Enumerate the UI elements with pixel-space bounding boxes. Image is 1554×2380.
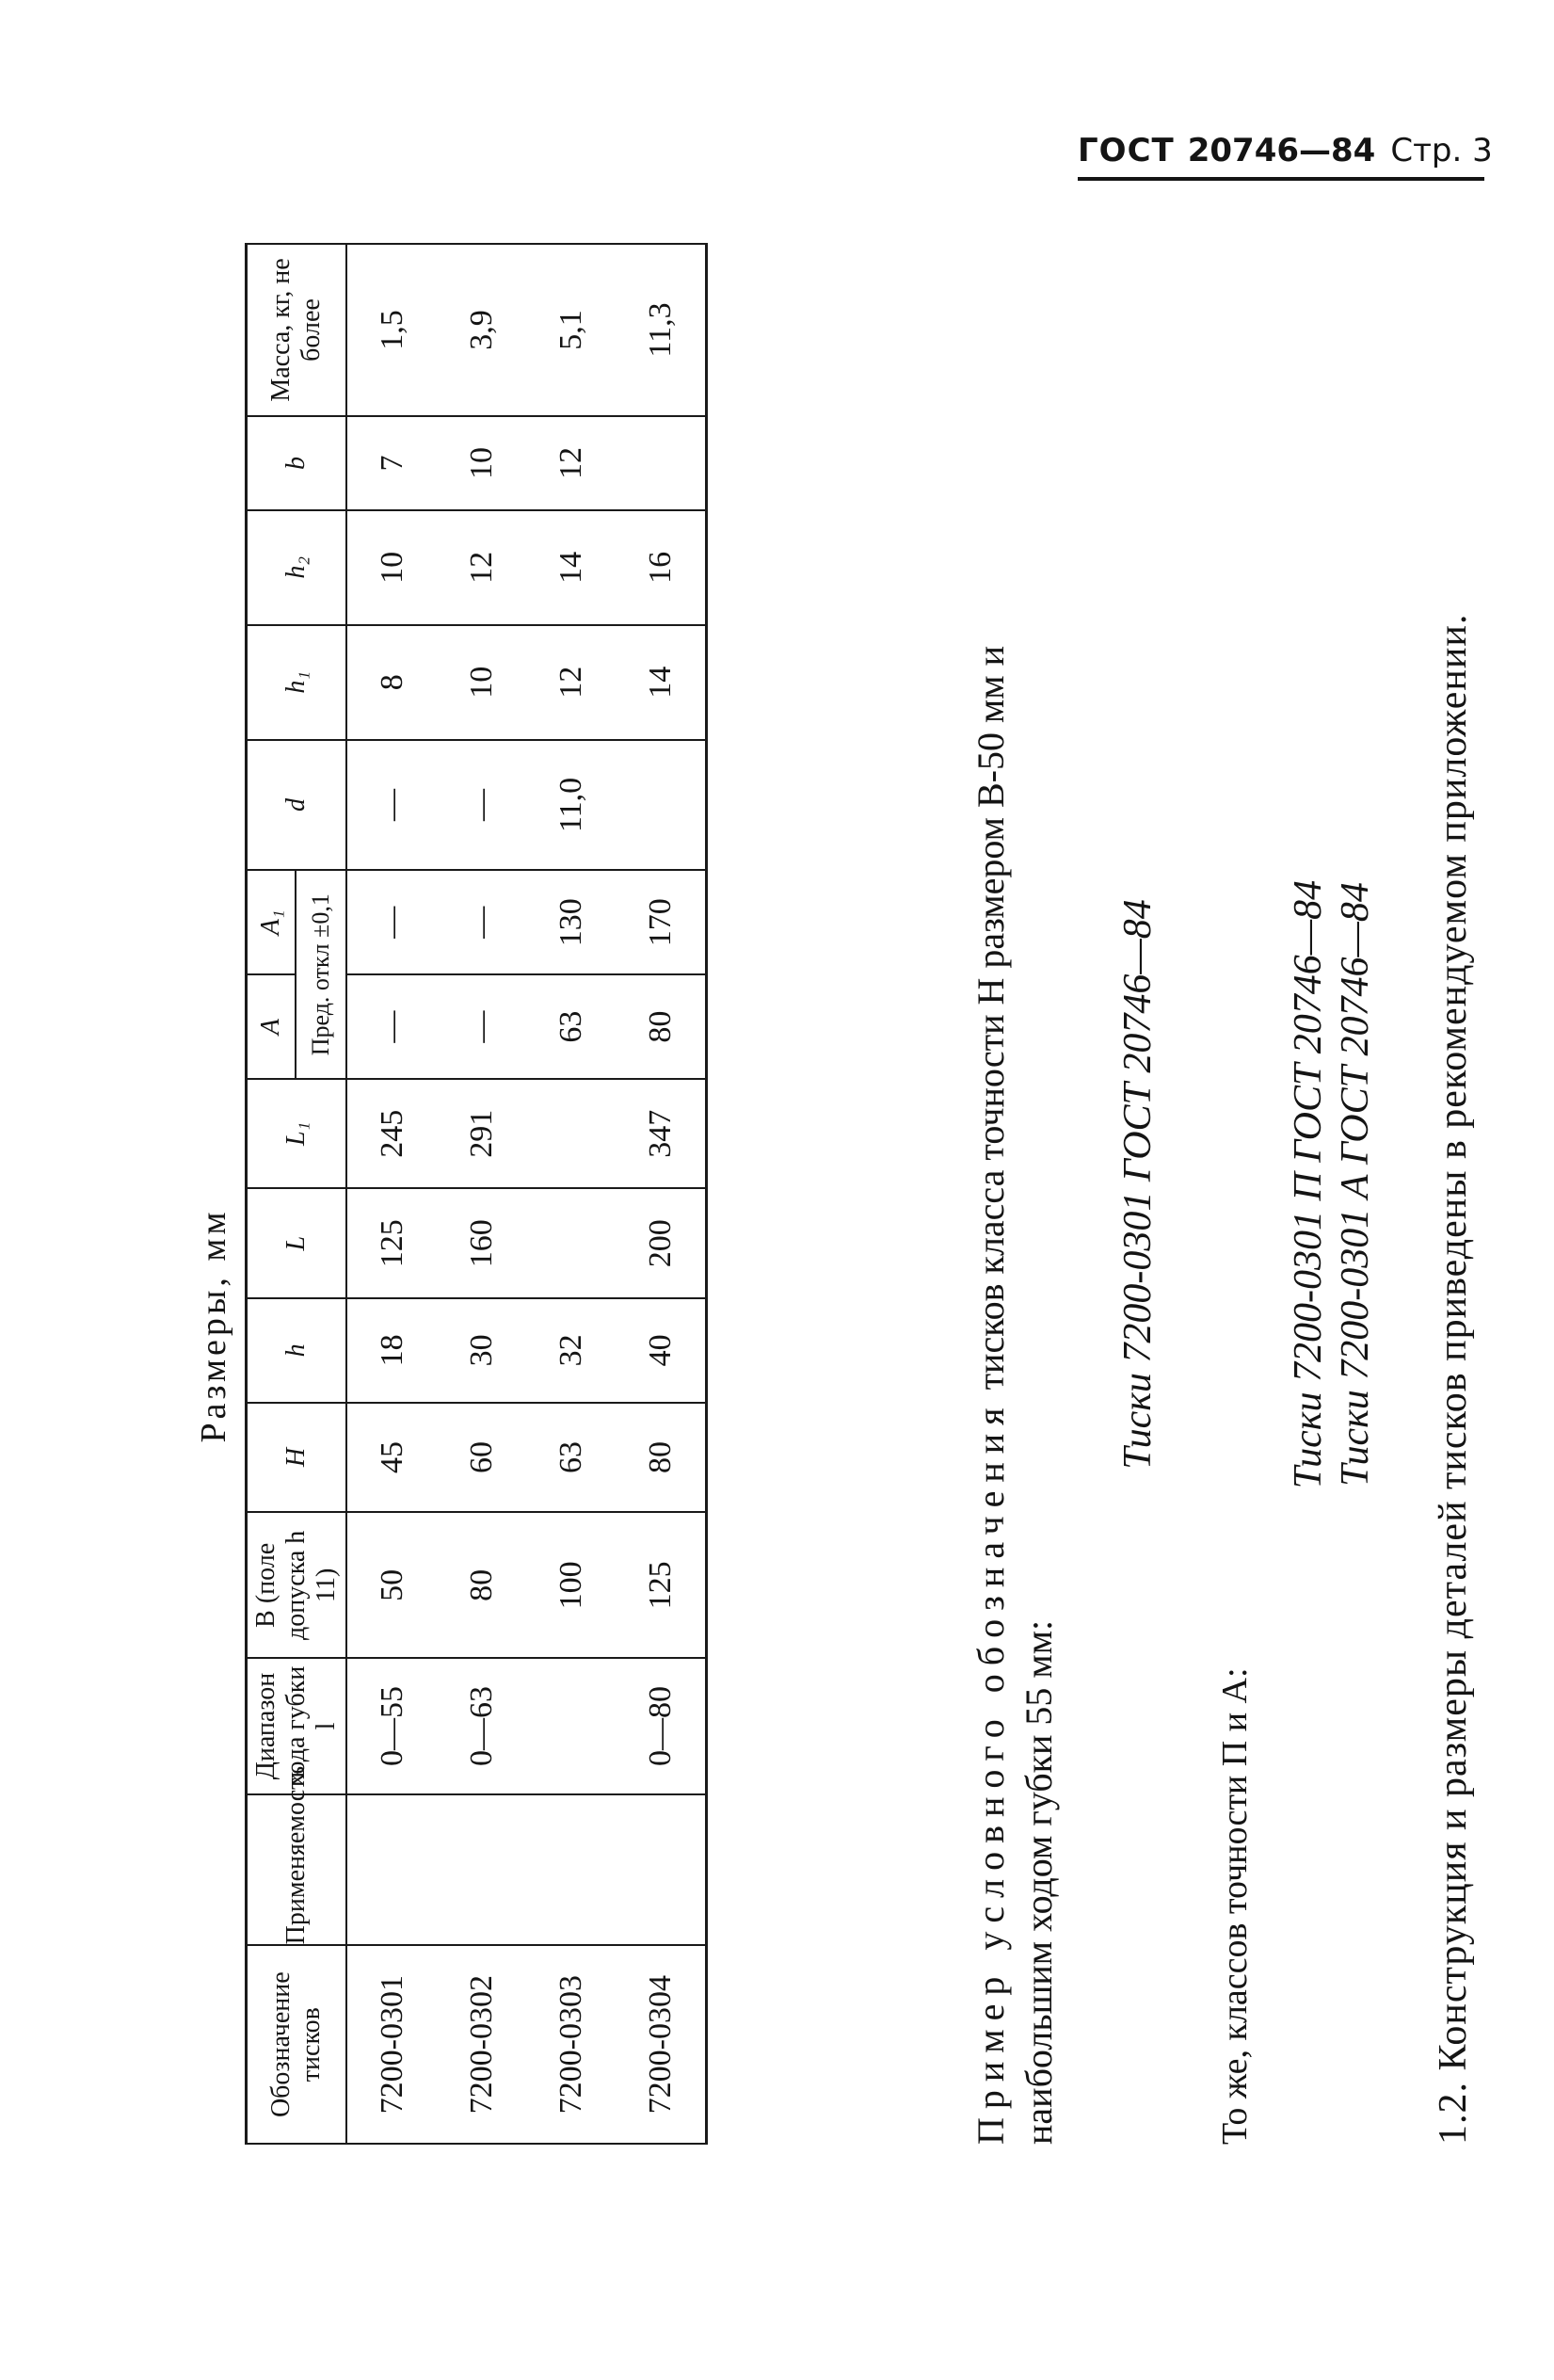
cell-L1: 291: [437, 1079, 526, 1188]
cell-L1: 347: [616, 1079, 707, 1188]
col-A: A: [247, 974, 296, 1079]
clause-1-2: 1.2. Конструкция и размеры деталей тисков приведены в рекомендуемом приложении.: [1432, 613, 1475, 2145]
example2-designations: [1285, 224, 1379, 2145]
cell-h: 40: [616, 1298, 707, 1403]
col-A-tolerance: Пред. откл ±0,1: [296, 870, 346, 1079]
cell-designation: 7200-0304: [616, 1945, 707, 2144]
cell-b: [616, 416, 707, 510]
cell-h1: 8: [346, 625, 437, 740]
cell-A1: —: [437, 870, 526, 974]
col-L1: L₁: [247, 1079, 347, 1188]
example-lead: Пример условного обозначения: [969, 1399, 1012, 2145]
cell-designation: 7200-0302: [437, 1945, 526, 2144]
cell-applicability: [346, 1794, 437, 1946]
cell-d: 11,0: [526, 740, 616, 871]
cell-A: —: [346, 974, 437, 1079]
cell-H: 45: [346, 1403, 437, 1512]
col-designation: Обозначение тисков: [247, 1945, 347, 2144]
cell-mass: 5,1: [526, 244, 616, 416]
cell-designation: 7200-0301: [346, 1945, 437, 2144]
col-H: H: [247, 1403, 347, 1512]
cell-L: [526, 1189, 616, 1298]
cell-mass: 3,9: [437, 244, 526, 416]
example2-designation-a: Тиски 7200-0301 А ГОСТ 20746—84: [1334, 882, 1377, 1487]
cell-mass: 11,3: [616, 244, 707, 416]
cell-h1: 14: [616, 625, 707, 740]
col-b: b: [247, 416, 347, 510]
cell-d: —: [437, 740, 526, 871]
rotated-content: [19, 149, 1554, 2286]
table-caption: Размеры, мм: [194, 1208, 233, 1443]
cell-b: 7: [346, 416, 437, 510]
cell-b: 12: [526, 416, 616, 510]
cell-L: 200: [616, 1189, 707, 1298]
cell-h2: 10: [346, 510, 437, 625]
table-row: [346, 244, 437, 2144]
dimensions-table: [245, 243, 708, 2145]
col-h1: h₁: [247, 625, 347, 740]
col-h2: h₂: [247, 510, 347, 625]
cell-mass: 1,5: [346, 244, 437, 416]
table-row: [437, 244, 526, 2144]
cell-h: 32: [526, 1298, 616, 1403]
example-rest: тисков класса точности Н размером B-50 мм и: [969, 645, 1012, 1400]
cell-A1: 130: [526, 870, 616, 974]
cell-B: 80: [437, 1512, 526, 1658]
cell-B: 100: [526, 1512, 616, 1658]
page-number: Стр. 3: [1390, 132, 1493, 169]
cell-b: 10: [437, 416, 526, 510]
cell-A: —: [437, 974, 526, 1079]
cell-h1: 10: [437, 625, 526, 740]
col-A1: A₁: [247, 870, 296, 974]
cell-B: 125: [616, 1512, 707, 1658]
cell-A: 80: [616, 974, 707, 1079]
table-row: [616, 244, 707, 2144]
cell-d: [616, 740, 707, 871]
cell-L1: 245: [346, 1079, 437, 1188]
cell-H: 60: [437, 1403, 526, 1512]
cell-stroke: 0—55: [346, 1658, 437, 1793]
cell-A1: 170: [616, 870, 707, 974]
cell-stroke: [526, 1658, 616, 1793]
col-stroke: Диапазон хода губки l: [247, 1658, 347, 1793]
example2-designation-p: Тиски 7200-0301 П ГОСТ 20746—84: [1287, 879, 1330, 1489]
cell-d: —: [346, 740, 437, 871]
standard-label: ГОСТ: [1078, 132, 1175, 169]
cell-h: 30: [437, 1298, 526, 1403]
standard-number: 20746—84: [1187, 132, 1376, 169]
example-line2: наибольшим ходом губки 55 мм:: [1017, 1619, 1060, 2145]
col-mass: Масса, кг, не более: [247, 244, 347, 416]
cell-h2: 12: [437, 510, 526, 625]
cell-B: 50: [346, 1512, 437, 1658]
cell-h2: 14: [526, 510, 616, 625]
col-d: d: [247, 740, 347, 871]
cell-h: 18: [346, 1298, 437, 1403]
cell-H: 80: [616, 1403, 707, 1512]
col-B: B (поле допуска h 11): [247, 1512, 347, 1658]
col-L: L: [247, 1189, 347, 1298]
cell-h1: 12: [526, 625, 616, 740]
cell-A1: —: [346, 870, 437, 974]
cell-designation: 7200-0303: [526, 1945, 616, 2144]
cell-L: 160: [437, 1189, 526, 1298]
col-h: h: [247, 1298, 347, 1403]
cell-applicability: [616, 1794, 707, 1946]
example-designation: Тиски 7200-0301 ГОСТ 20746—84: [1116, 899, 1160, 1470]
cell-L: 125: [346, 1189, 437, 1298]
cell-applicability: [526, 1794, 616, 1946]
col-applicability: Применяемость: [247, 1794, 347, 1946]
cell-A: 63: [526, 974, 616, 1079]
cell-stroke: 0—80: [616, 1658, 707, 1793]
cell-applicability: [437, 1794, 526, 1946]
example2-intro: То же, классов точности П и А:: [1215, 1667, 1255, 2145]
cell-h2: 16: [616, 510, 707, 625]
example-intro: [969, 299, 1013, 2145]
cell-L1: [526, 1079, 616, 1188]
cell-H: 63: [526, 1403, 616, 1512]
table-row: [526, 244, 616, 2144]
cell-stroke: 0—63: [437, 1658, 526, 1793]
